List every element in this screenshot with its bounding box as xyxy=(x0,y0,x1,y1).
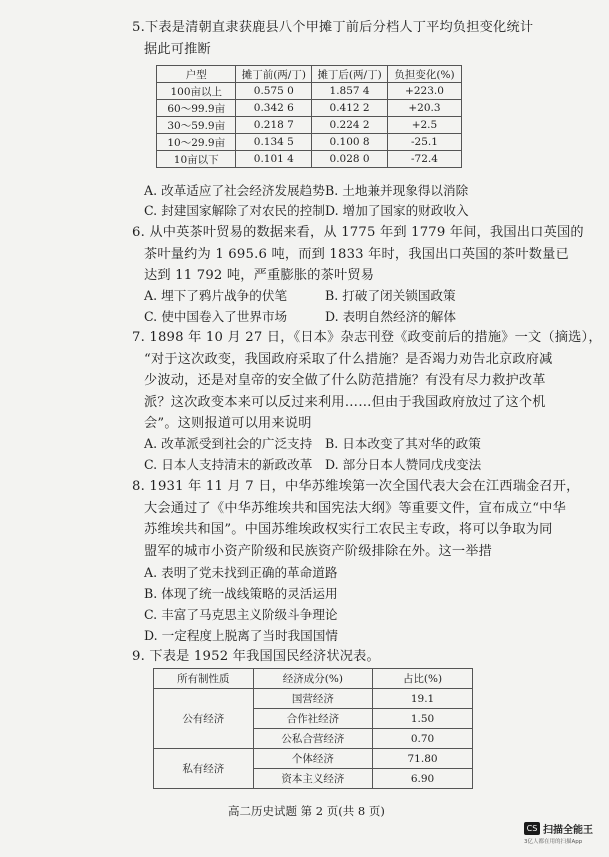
q7-stem-line4: 派？这次政变本来可以反过来利用……但由于我国政府放过了这个机 xyxy=(144,395,546,410)
table-cell: 合作社经济 xyxy=(253,709,372,729)
table-header-cell: 户型 xyxy=(157,66,236,83)
table-cell: 0.101 4 xyxy=(236,151,312,168)
q7-stem-line1: 7. 1898 年 10 月 27 日，《日本》杂志刊登《政变前后的措施》一文（摘选）， xyxy=(132,330,602,345)
table-cell: 10亩以下 xyxy=(157,151,236,168)
watermark-subtitle: 3亿人都在用的扫描App xyxy=(524,839,583,845)
table-cell: -72.4 xyxy=(387,151,461,168)
table-cell: 0.575 0 xyxy=(236,83,312,100)
table-cell: 0.342 6 xyxy=(236,100,312,117)
table-cell: 100亩以上 xyxy=(157,83,236,100)
table-cell: +223.0 xyxy=(387,83,461,100)
q7-option-a: A. 改革派受到社会的广泛支持 xyxy=(144,436,313,451)
table-cell: -25.1 xyxy=(387,134,461,151)
table-row xyxy=(154,689,473,709)
q6-stem-line2: 茶叶量约为 1 695.6 吨，而到 1833 年时，我国出口英国的茶叶数量已 xyxy=(144,247,569,262)
q9-stem: 9. 下表是 1952 年我国国民经济状况表。 xyxy=(132,649,380,664)
q8-option-c: C. 丰富了马克思主义阶级斗争理论 xyxy=(144,607,338,622)
table-cell: 0.70 xyxy=(373,729,473,749)
table-cell: +20.3 xyxy=(387,100,461,117)
q7-stem-line5: 会”。这则报道可以用来说明 xyxy=(144,416,312,431)
q5-option-a: A. 改革适应了社会经济发展趋势 xyxy=(144,183,325,198)
table-header-cell: 摊丁前(两/丁) xyxy=(236,66,312,83)
table-cell: 71.80 xyxy=(373,749,473,769)
table-header-cell: 负担变化(%) xyxy=(387,66,461,83)
table-cell: 公私合营经济 xyxy=(253,729,372,749)
table-cell: 10～29.9亩 xyxy=(157,134,236,151)
q5-stem-line1: 5.下表是清朝直隶获鹿县八个甲摊丁前后分档人丁平均负担变化统计 xyxy=(132,20,534,35)
table-header-cell: 摊丁后(两/丁) xyxy=(312,66,388,83)
q8-option-d: D. 一定程度上脱离了当时我国国情 xyxy=(144,628,338,643)
table-cell: 0.028 0 xyxy=(312,151,388,168)
watermark-title: 扫描全能王 xyxy=(543,825,593,836)
table-cell: 0.218 7 xyxy=(236,117,312,134)
table-cell: 19.1 xyxy=(373,689,473,709)
table-header-cell: 占比(%) xyxy=(373,669,473,689)
table-row xyxy=(157,134,462,151)
table-group-cell: 公有经济 xyxy=(154,689,254,749)
table-cell: 1.857 4 xyxy=(312,83,388,100)
q6-stem-line1: 6. 从中英茶叶贸易的数据来看，从 1775 年到 1779 年间，我国出口英国的 xyxy=(132,225,584,240)
q5-stem-line2: 据此可推断 xyxy=(144,42,211,57)
table-cell: 6.90 xyxy=(373,769,473,789)
table-cell: 1.50 xyxy=(373,709,473,729)
q7-option-b: B. 日本改变了其对华的政策 xyxy=(325,436,481,451)
q7-option-d: D. 部分日本人赞同戊戌变法 xyxy=(325,457,482,472)
q8-stem-line1: 8. 1931 年 11 月 7 日，中华苏维埃第一次全国代表大会在江西瑞金召开， xyxy=(132,479,580,494)
camscanner-logo-icon: CS xyxy=(524,822,540,835)
q6-option-c: C. 使中国卷入了世界市场 xyxy=(144,309,288,324)
q7-stem-line3: 少波动，还是对皇帝的安全做了什么防范措施？有没有尽力救护改革 xyxy=(144,373,546,388)
table-cell: 0.412 2 xyxy=(312,100,388,117)
q9-data-table xyxy=(153,668,473,789)
table-cell: 60～99.9亩 xyxy=(157,100,236,117)
table-cell: 资本主义经济 xyxy=(253,769,372,789)
q8-stem-line4: 盟军的城市小资产阶级和民族资产阶级排除在外。这一举措 xyxy=(144,544,493,559)
table-header-row xyxy=(154,669,473,689)
q6-option-a: A. 埋下了鸦片战争的伏笔 xyxy=(144,288,288,303)
q8-stem-line3: 苏维埃共和国”。中国苏维埃政权实行工农民主专政，将可以争取为同 xyxy=(144,522,553,537)
table-row xyxy=(157,151,462,168)
table-cell: 0.134 5 xyxy=(236,134,312,151)
table-cell: +2.5 xyxy=(387,117,461,134)
q8-option-b: B. 体现了统一战线策略的灵活运用 xyxy=(144,586,338,601)
page-footer: 高二历史试题 第 2 页(共 8 页) xyxy=(228,804,385,818)
q5-option-d: D. 增加了国家的财政收入 xyxy=(325,203,469,218)
q5-data-table xyxy=(156,65,462,168)
table-row xyxy=(157,100,462,117)
q5-option-c: C. 封建国家解除了对农民的控制 xyxy=(144,203,325,218)
table-cell: 个体经济 xyxy=(253,749,372,769)
q5-option-b: B. 土地兼并现象得以消除 xyxy=(325,183,469,198)
table-cell: 0.224 2 xyxy=(312,117,388,134)
q6-stem-line3: 达到 11 792 吨，严重膨胀的茶叶贸易 xyxy=(144,268,375,283)
table-row xyxy=(157,117,462,134)
table-group-cell: 私有经济 xyxy=(154,749,254,789)
table-row xyxy=(157,83,462,100)
table-cell: 30～59.9亩 xyxy=(157,117,236,134)
table-header-row xyxy=(157,66,462,83)
q8-option-a: A. 表明了党未找到正确的革命道路 xyxy=(144,565,338,580)
q6-option-b: B. 打破了闭关锁国政策 xyxy=(325,288,456,303)
table-header-cell: 所有制性质 xyxy=(154,669,254,689)
q7-option-c: C. 日本人支持清末的新政改革 xyxy=(144,457,313,472)
table-header-cell: 经济成分(%) xyxy=(253,669,372,689)
table-row xyxy=(154,749,473,769)
q7-stem-line2: “对于这次政变，我国政府采取了什么措施？是否竭力劝告北京政府减 xyxy=(144,352,553,367)
table-cell: 国营经济 xyxy=(253,689,372,709)
q8-stem-line2: 大会通过了《中华苏维埃共和国宪法大纲》等重要文件，宣布成立“中华 xyxy=(144,501,566,516)
table-cell: 0.100 8 xyxy=(312,134,388,151)
q6-option-d: D. 表明自然经济的解体 xyxy=(325,309,456,324)
